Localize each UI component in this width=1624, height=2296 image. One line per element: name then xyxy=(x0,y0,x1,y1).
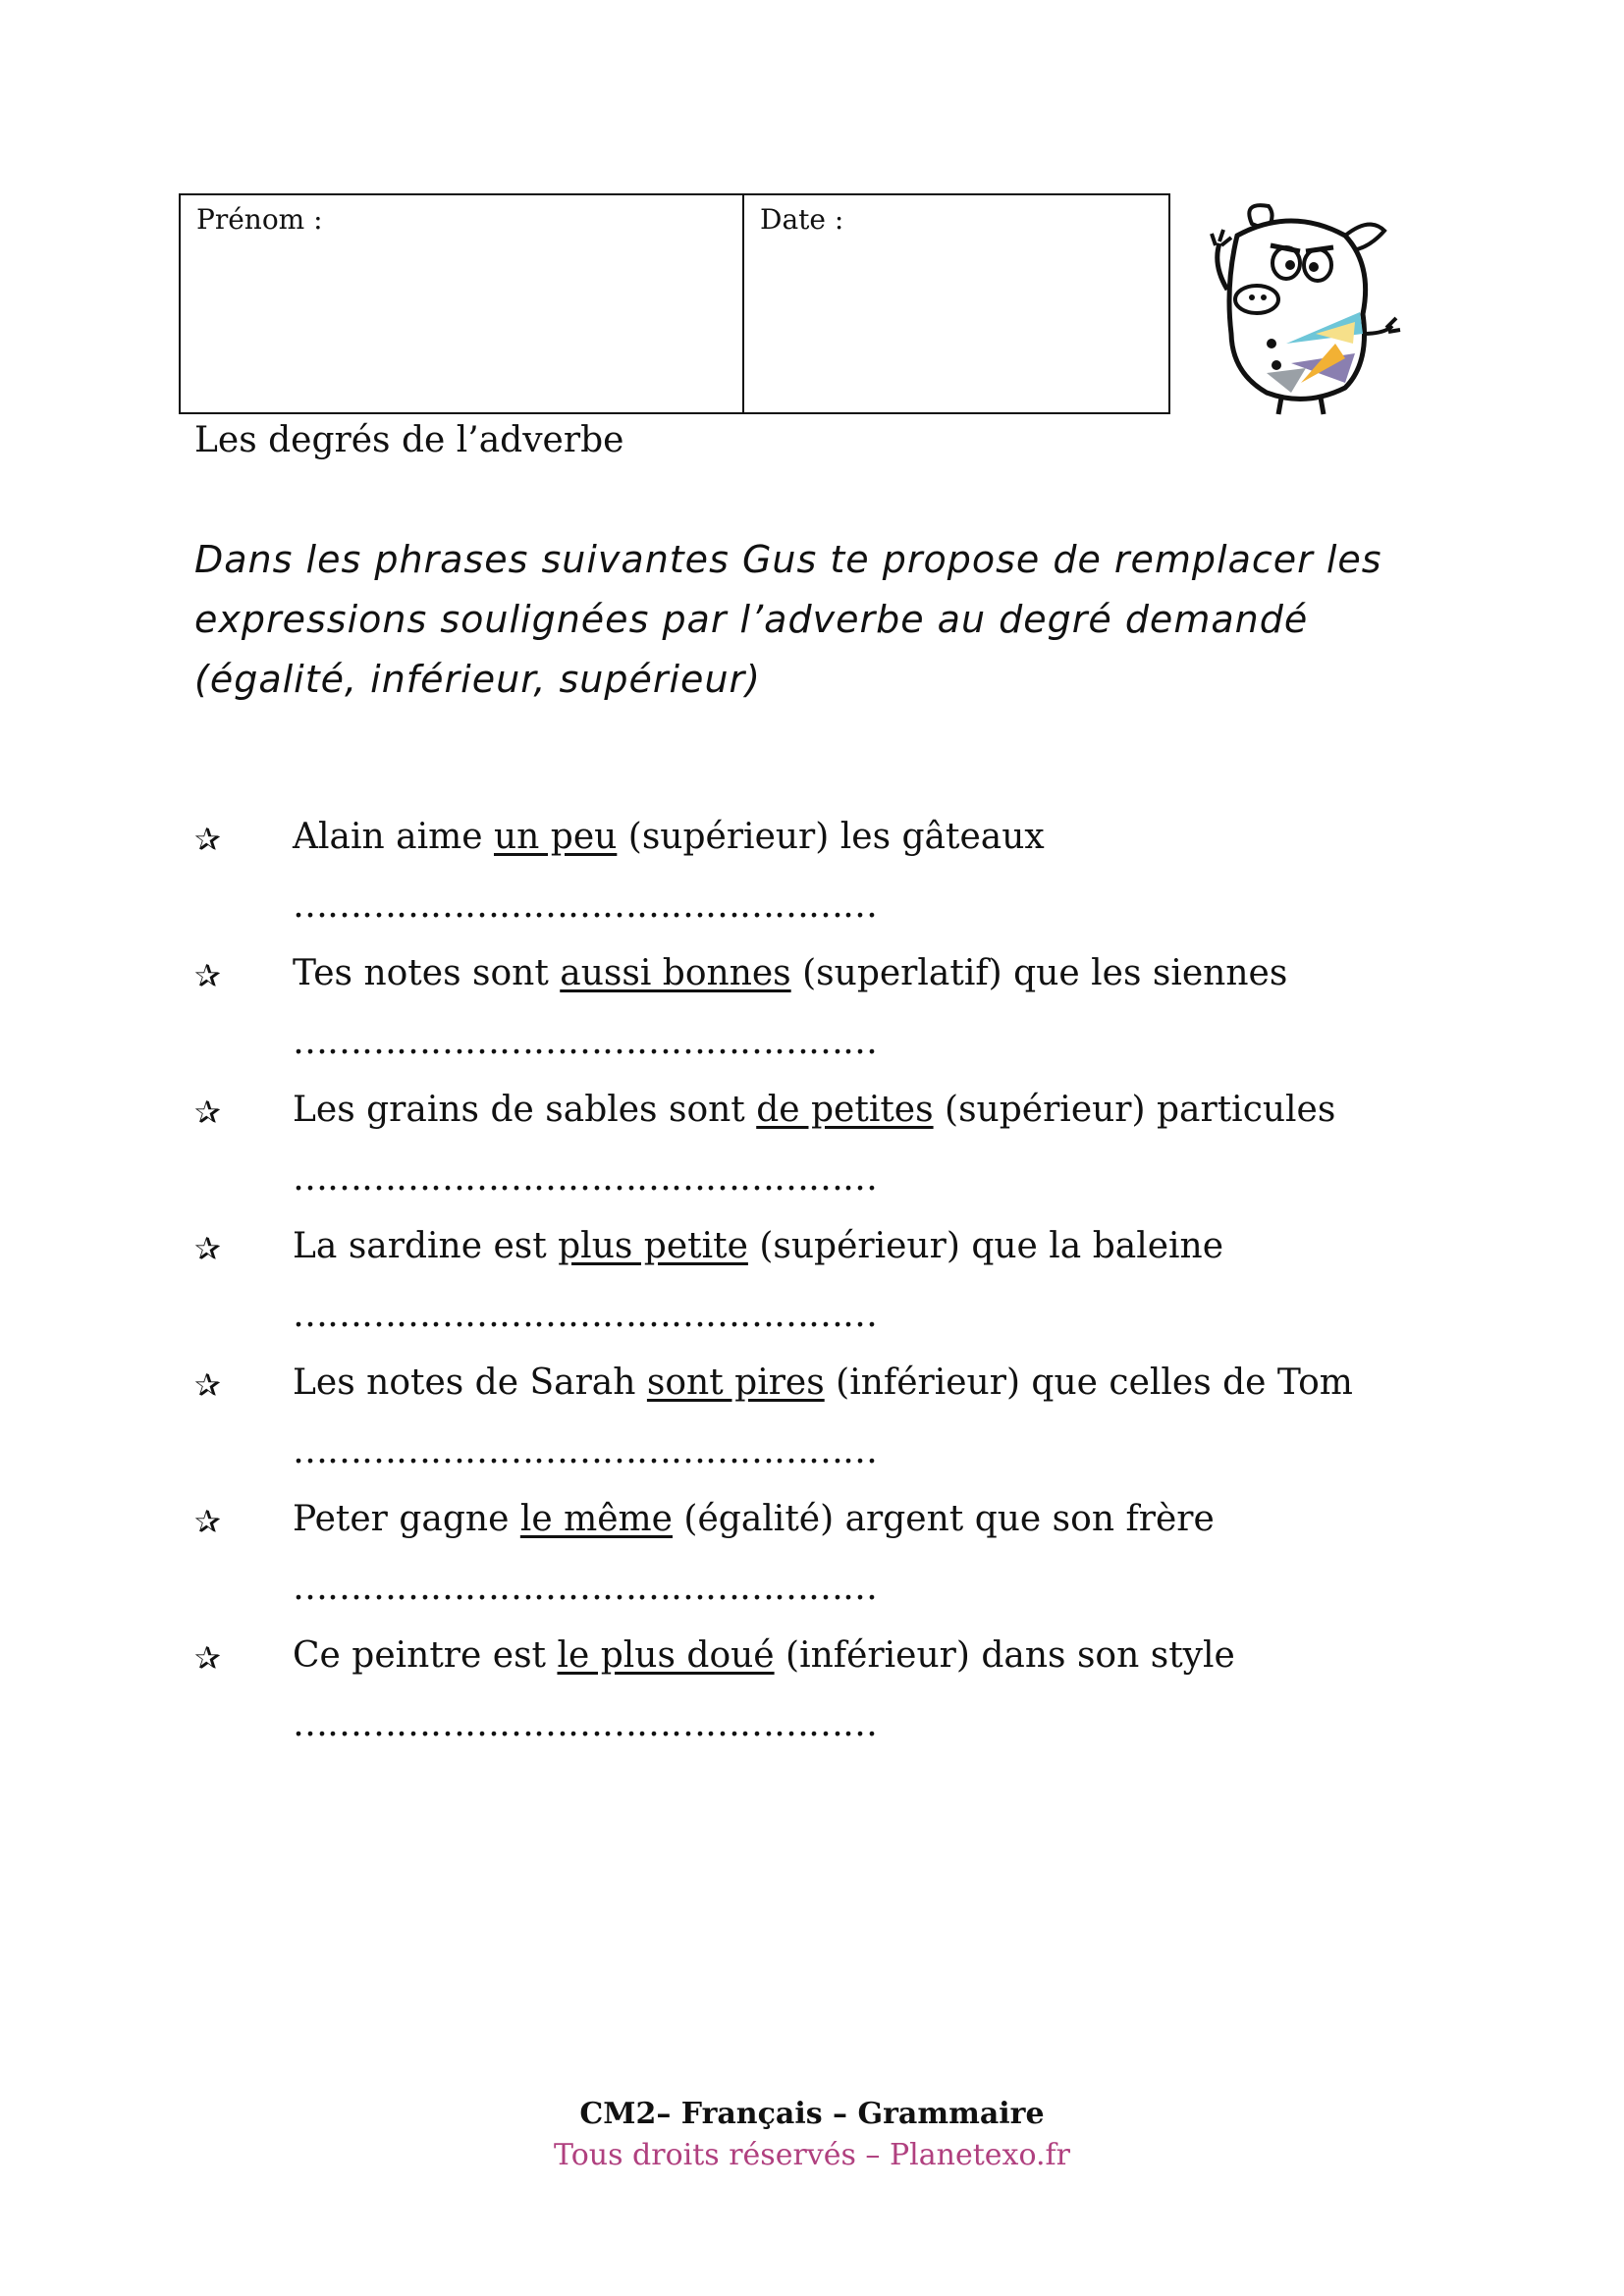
exercise-item xyxy=(194,817,1471,953)
instruction-text xyxy=(194,530,1471,710)
answer-line[interactable]: …………………………………………… xyxy=(293,1295,877,1335)
star-outline-icon: ✰ xyxy=(194,1639,221,1677)
star-outline-icon: ✰ xyxy=(194,1366,221,1404)
instruction-line: Dans les phrases suivantes Gus te propose de remplacer les xyxy=(194,538,1382,581)
answer-line[interactable]: …………………………………………… xyxy=(293,885,877,926)
name-field[interactable] xyxy=(181,195,744,412)
star-outline-icon: ✰ xyxy=(194,821,221,858)
exercise-sentence: La sardine est plus petite (supérieur) que la baleine xyxy=(293,1226,1224,1266)
exercise-sentence: Peter gagne le même (égalité) argent que son frère xyxy=(293,1499,1215,1539)
exercise-list xyxy=(194,817,1471,1772)
exercise-sentence: Ce peintre est le plus doué (inférieur) dans son style xyxy=(293,1635,1235,1676)
exercise-item xyxy=(194,1362,1471,1499)
underlined-expression: le plus doué xyxy=(557,1635,775,1676)
footer-course-label: CM2– Français – Grammaire xyxy=(579,2097,1045,2131)
exercise-item xyxy=(194,1635,1471,1772)
star-outline-icon: ✰ xyxy=(194,1503,221,1540)
instruction-line: expressions soulignées par l’adverbe au degré demandé xyxy=(194,598,1309,641)
name-label: Prénom : xyxy=(196,203,323,236)
exercise-item xyxy=(194,953,1471,1090)
exercise-sentence: Les grains de sables sont de petites (supérieur) particules xyxy=(293,1090,1336,1130)
instruction-line: (égalité, inférieur, supérieur) xyxy=(194,658,761,701)
underlined-expression: aussi bonnes xyxy=(560,953,791,993)
answer-line[interactable]: …………………………………………… xyxy=(293,1158,877,1199)
exercise-item xyxy=(194,1090,1471,1226)
exercise-item xyxy=(194,1499,1471,1635)
underlined-expression: plus petite xyxy=(558,1226,748,1266)
star-outline-icon: ✰ xyxy=(194,1094,221,1131)
answer-line[interactable]: …………………………………………… xyxy=(293,1704,877,1744)
date-label: Date : xyxy=(760,203,844,236)
answer-line[interactable]: …………………………………………… xyxy=(293,1568,877,1608)
exercise-sentence: Alain aime un peu (supérieur) les gâteaux xyxy=(293,817,1045,857)
worksheet-title: Les degrés de l’adverbe xyxy=(194,420,624,460)
underlined-expression: un peu xyxy=(493,817,618,857)
gus-mascot-icon xyxy=(1198,196,1414,422)
answer-line[interactable]: …………………………………………… xyxy=(293,1431,877,1471)
answer-line[interactable]: …………………………………………… xyxy=(293,1022,877,1062)
underlined-expression: de petites xyxy=(756,1090,934,1130)
student-info-table xyxy=(179,193,1170,414)
exercise-sentence: Les notes de Sarah sont pires (inférieur) que celles de Tom xyxy=(293,1362,1353,1403)
exercise-item xyxy=(194,1226,1471,1362)
underlined-expression: le même xyxy=(519,1499,673,1539)
date-field[interactable] xyxy=(744,195,1168,412)
exercise-sentence: Tes notes sont aussi bonnes (superlatif) que les siennes xyxy=(293,953,1288,993)
footer-rights-link[interactable]: Tous droits réservés – Planetexo.fr xyxy=(554,2138,1070,2172)
underlined-expression: sont pires xyxy=(646,1362,825,1403)
star-outline-icon: ✰ xyxy=(194,1230,221,1267)
star-outline-icon: ✰ xyxy=(194,957,221,994)
